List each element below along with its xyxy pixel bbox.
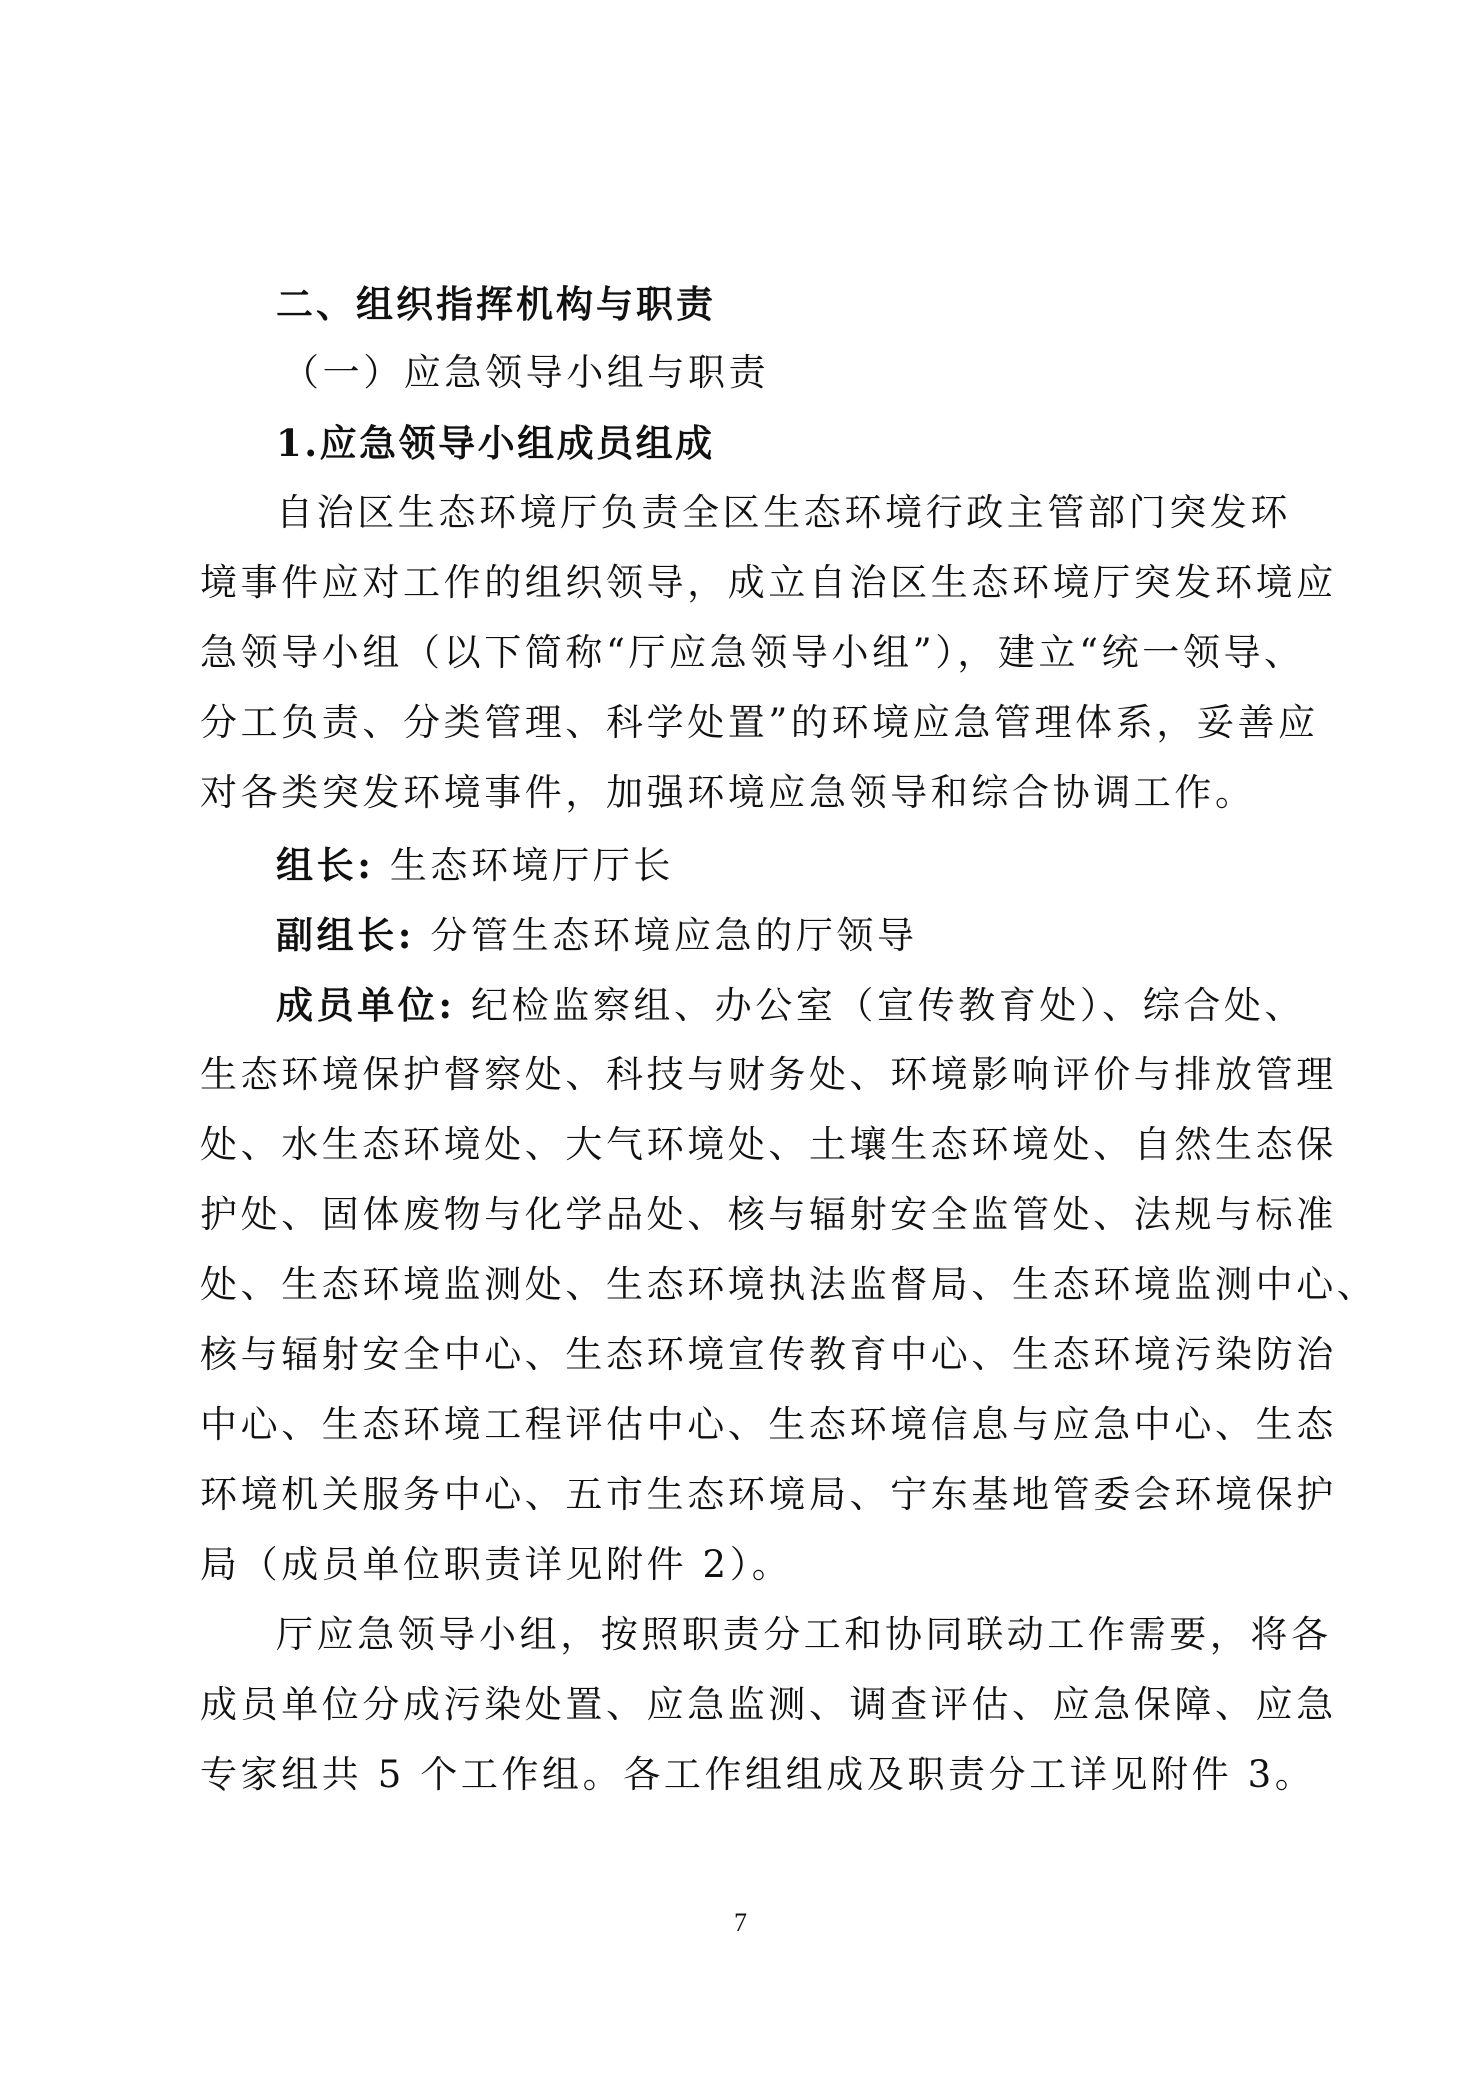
member-units-line: 核与辐射安全中心、生态环境宣传教育中心、生态环境污染防治 [200,1333,1337,1376]
paragraph1-line: 分工负责、分类管理、科学处置”的环境应急管理体系，妥善应 [200,701,1319,744]
member-units-line: 处、生态环境监测处、生态环境执法监督局、生态环境监测中心、 [200,1263,1378,1306]
leader-value: 生态环境厅厅长 [374,844,675,887]
deputy-leader-line [276,900,1376,970]
paragraph1-line: 急领导小组（以下简称“厅应急领导小组”），建立“统一领导、 [200,631,1305,674]
paragraph2-line: 厅应急领导小组，按照职责分工和协同联动工作需要，将各 [276,1613,1332,1656]
deputy-leader-value: 分管生态环境应急的厅领导 [415,914,918,957]
member-units-line: 生态环境保护督察处、科技与财务处、环境影响评价与排放管理 [200,1053,1337,1096]
paragraph2-line: 专家组共 5 个工作组。各工作组组成及职责分工详见附件 3。 [200,1753,1316,1796]
section-heading: 二、组织指挥机构与职责 [276,283,716,326]
item-heading: 1.应急领导小组成员组成 [276,421,715,465]
member-units-first-text: 纪检监察组、办公室（宣传教育处）、综合处、 [455,984,1306,1027]
member-units-label: 成员单位: [276,983,456,1027]
deputy-leader-label: 副组长: [276,913,416,957]
leader-line [276,830,1376,900]
paragraph2-line: 成员单位分成污染处置、应急监测、调查评估、应急保障、应急 [200,1683,1337,1726]
member-units-line: 处、水生态环境处、大气环境处、土壤生态环境处、自然生态保 [200,1123,1337,1166]
page-number: 7 [734,1908,747,1937]
subsection-heading: （一）应急领导小组与职责 [282,351,770,394]
member-units-line: 中心、生态环境工程评估中心、生态环境信息与应急中心、生态 [200,1403,1337,1446]
member-units-first-line [276,970,1376,1040]
paragraph1-line: 自治区生态环境厅负责全区生态环境行政主管部门突发环 [276,491,1291,534]
member-units-line: 环境机关服务中心、五市生态环境局、宁东基地管委会环境保护 [200,1473,1337,1516]
member-units-line: 局（成员单位职责详见附件 2）。 [200,1543,793,1586]
paragraph1-line: 对各类突发环境事件，加强环境应急领导和综合协调工作。 [200,771,1256,814]
member-units-line: 护处、固体废物与化学品处、核与辐射安全监管处、法规与标准 [200,1193,1337,1236]
paragraph1-line: 境事件应对工作的组织领导，成立自治区生态环境厅突发环境应 [200,561,1337,604]
leader-label: 组长: [276,843,375,887]
